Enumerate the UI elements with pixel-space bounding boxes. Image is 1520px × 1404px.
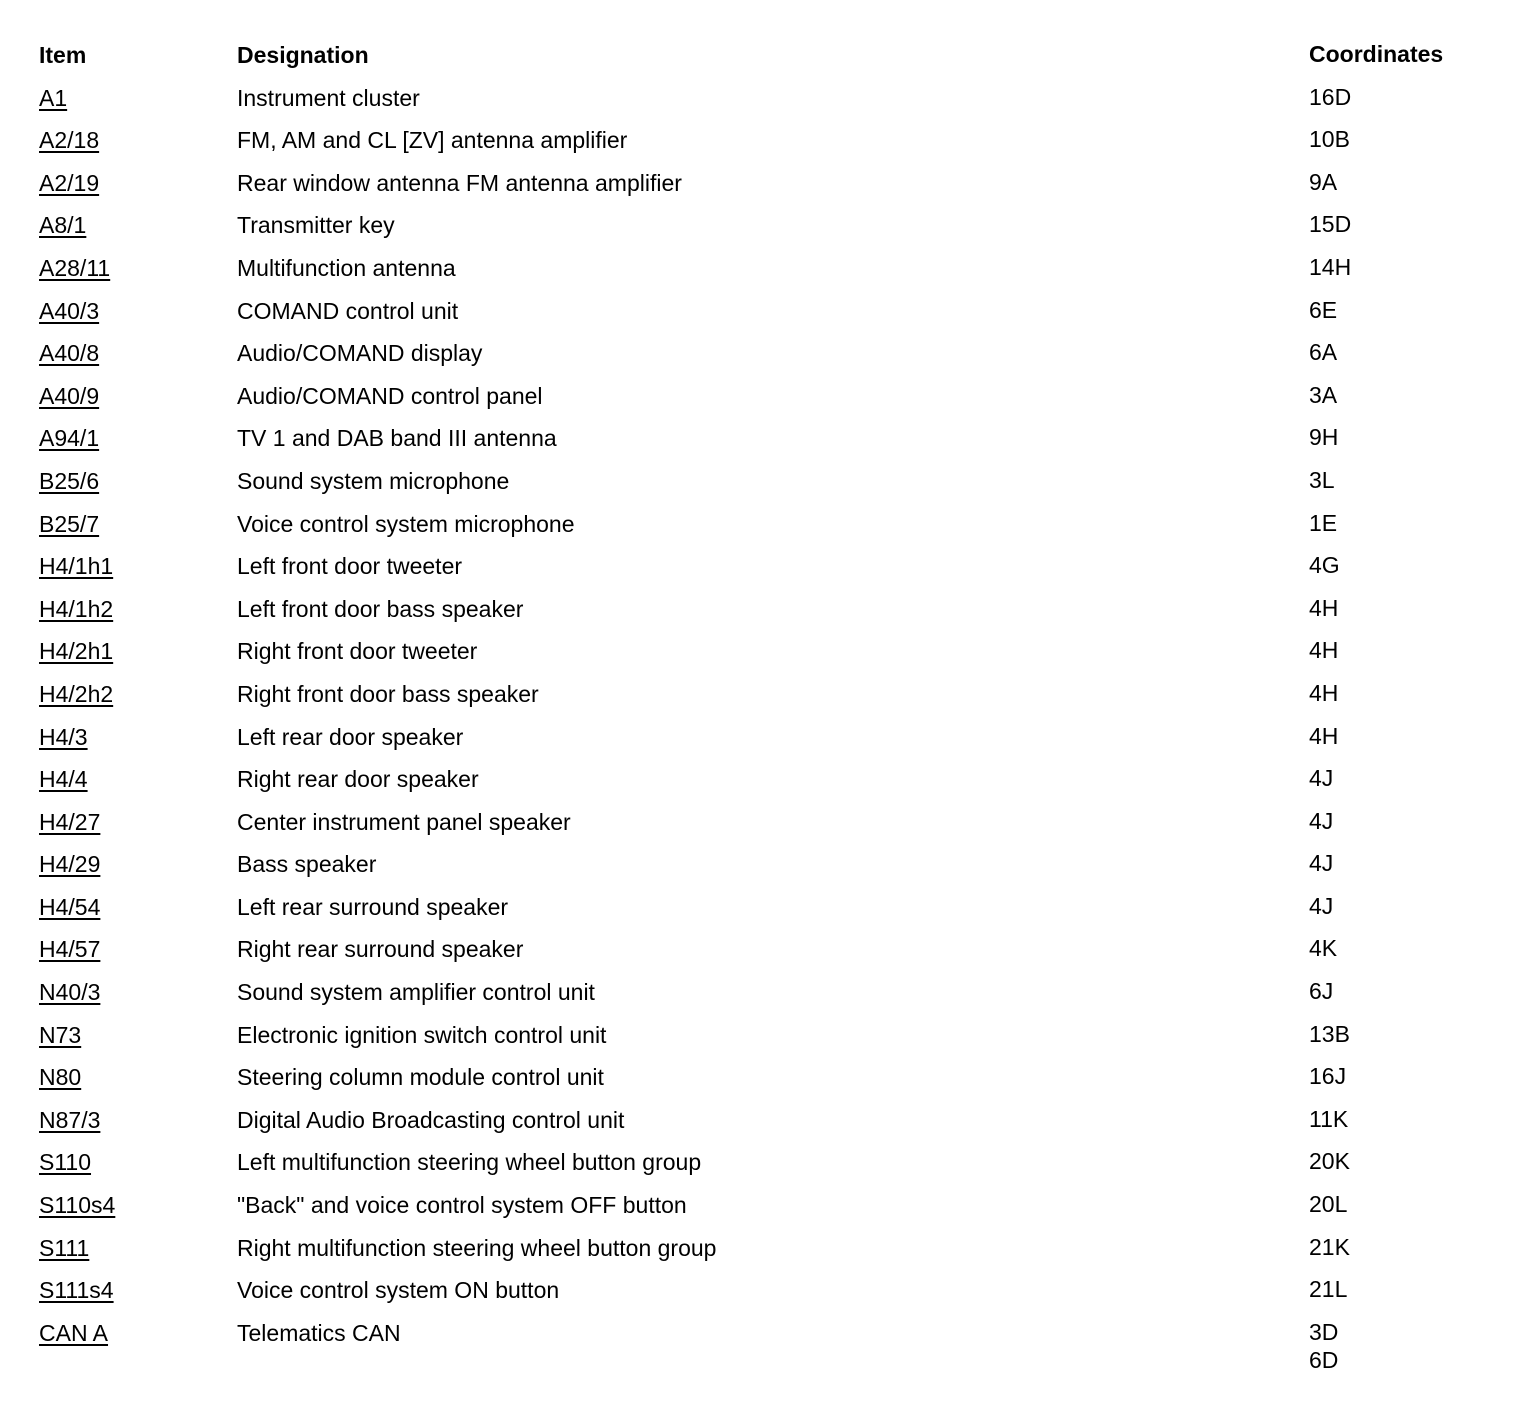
designation-cell: "Back" and voice control system OFF button <box>237 1192 687 1219</box>
item-link[interactable]: A40/8 <box>39 340 100 367</box>
item-cell <box>39 125 99 155</box>
designation-cell: Electronic ignition switch control unit <box>237 1021 607 1048</box>
designation-cell: Right rear surround speaker <box>237 936 524 963</box>
coordinates-cell: 6J <box>1309 978 1334 1005</box>
item-link[interactable]: A2/19 <box>39 169 100 196</box>
table-row <box>39 463 1499 506</box>
item-link[interactable]: S110s4 <box>39 1192 116 1219</box>
table-body <box>39 80 1499 1385</box>
designation-cell: Transmitter key <box>237 212 395 239</box>
designation-cell: Telematics CAN <box>237 1319 401 1346</box>
item-cell <box>39 1062 81 1092</box>
designation-cell: Audio/COMAND control panel <box>237 382 543 409</box>
coordinates-cell: 4K <box>1309 935 1338 962</box>
item-link[interactable]: S110 <box>39 1149 92 1176</box>
coordinates-cell: 20K <box>1309 1148 1350 1175</box>
table-row <box>39 378 1499 421</box>
header-item: Item <box>39 42 87 68</box>
coordinates-cell: 3A <box>1309 381 1338 408</box>
coordinates-cell: 4J <box>1309 807 1334 834</box>
coordinates-cell: 4J <box>1309 892 1334 919</box>
item-link[interactable]: H4/2h1 <box>39 638 114 665</box>
item-link[interactable]: A40/3 <box>39 297 100 324</box>
designation-cell: Left rear surround speaker <box>237 893 509 920</box>
item-link[interactable]: H4/29 <box>39 851 101 878</box>
table-row <box>39 676 1499 719</box>
table-row <box>39 548 1499 591</box>
designation-cell: Left front door tweeter <box>237 553 463 580</box>
table-row <box>39 1230 1499 1273</box>
item-link[interactable]: S111 <box>39 1234 90 1261</box>
table-header <box>39 37 1499 80</box>
item-link[interactable]: H4/1h1 <box>39 553 114 580</box>
item-cell <box>39 764 88 794</box>
item-link[interactable]: B25/7 <box>39 510 100 537</box>
table-row <box>39 804 1499 847</box>
coordinates-cell: 15D <box>1309 211 1352 238</box>
designation-cell: Voice control system microphone <box>237 510 575 537</box>
table-row <box>39 335 1499 378</box>
table-row <box>39 1187 1499 1230</box>
designation-cell: Sound system microphone <box>237 467 510 494</box>
item-cell <box>39 83 67 113</box>
designation-cell: Left multifunction steering wheel button group <box>237 1149 702 1176</box>
item-cell <box>39 679 113 709</box>
item-link[interactable]: N80 <box>39 1064 82 1091</box>
designation-cell: Digital Audio Broadcasting control unit <box>237 1106 625 1133</box>
coordinates-cell: 6E <box>1309 296 1338 323</box>
table-row <box>39 165 1499 208</box>
designation-cell: Multifunction antenna <box>237 254 456 281</box>
designation-cell: Instrument cluster <box>237 84 420 111</box>
table-row <box>39 591 1499 634</box>
item-link[interactable]: H4/54 <box>39 893 101 920</box>
coordinates-cell: 21L <box>1309 1276 1348 1303</box>
header-coordinates: Coordinates <box>1309 41 1444 67</box>
item-link[interactable]: A40/9 <box>39 382 100 409</box>
designation-cell: Voice control system ON button <box>237 1277 560 1304</box>
coordinates-cell: 16J <box>1309 1063 1347 1090</box>
coordinates-cell: 3L <box>1309 466 1335 493</box>
table-row <box>39 1059 1499 1102</box>
coordinates-cell: 6A <box>1309 339 1338 366</box>
coordinates-cell: 4J <box>1309 765 1334 792</box>
item-link[interactable]: A94/1 <box>39 425 100 452</box>
item-cell <box>39 210 86 240</box>
item-link[interactable]: B25/6 <box>39 467 100 494</box>
item-cell <box>39 1233 89 1263</box>
designation-cell: Right rear door speaker <box>237 766 479 793</box>
table-row <box>39 1315 1499 1385</box>
designation-cell: Right front door tweeter <box>237 638 478 665</box>
item-cell <box>39 1147 91 1177</box>
item-cell <box>39 1020 81 1050</box>
table-row <box>39 250 1499 293</box>
coordinates-cell: 9H <box>1309 424 1339 451</box>
item-cell <box>39 934 100 964</box>
item-link[interactable]: A2/18 <box>39 127 100 154</box>
coordinates-cell: 4G <box>1309 552 1340 579</box>
item-cell <box>39 892 100 922</box>
designation-cell: Audio/COMAND display <box>237 340 483 367</box>
coordinates-cell: 14H <box>1309 253 1352 280</box>
item-link[interactable]: H4/57 <box>39 936 101 963</box>
coordinates-cell: 20L <box>1309 1191 1348 1218</box>
coordinates-cell: 3D 6D <box>1309 1318 1339 1373</box>
item-cell <box>39 1275 114 1305</box>
item-cell <box>39 977 100 1007</box>
table-row <box>39 1017 1499 1060</box>
coordinates-cell: 4H <box>1309 722 1339 749</box>
designation-cell: FM, AM and CL [ZV] antenna amplifier <box>237 127 628 154</box>
coordinates-cell: 10B <box>1309 126 1350 153</box>
coordinates-cell: 11K <box>1309 1105 1349 1132</box>
item-link[interactable]: N87/3 <box>39 1106 101 1133</box>
item-link[interactable]: H4/1h2 <box>39 595 114 622</box>
item-link[interactable]: H4/3 <box>39 723 88 750</box>
designation-cell: Rear window antenna FM antenna amplifier <box>237 169 682 196</box>
item-cell <box>39 296 99 326</box>
designation-cell: Sound system amplifier control unit <box>237 979 595 1006</box>
item-cell <box>39 594 113 624</box>
coordinates-cell: 4J <box>1309 850 1334 877</box>
item-cell <box>39 423 99 453</box>
coordinates-cell: 4H <box>1309 594 1339 621</box>
table-row <box>39 293 1499 336</box>
item-cell <box>39 807 100 837</box>
item-cell <box>39 1190 115 1220</box>
item-link[interactable]: CAN A <box>39 1319 109 1346</box>
item-cell <box>39 636 113 666</box>
coordinates-cell: 13B <box>1309 1020 1350 1047</box>
item-link[interactable]: S111s4 <box>39 1277 114 1304</box>
table-row <box>39 889 1499 932</box>
table-row <box>39 420 1499 463</box>
designation-cell: Center instrument panel speaker <box>237 808 571 835</box>
table-row <box>39 846 1499 889</box>
item-cell <box>39 381 99 411</box>
item-cell <box>39 253 110 283</box>
item-link[interactable]: H4/27 <box>39 808 101 835</box>
item-link[interactable]: N73 <box>39 1021 82 1048</box>
designation-cell: Left rear door speaker <box>237 723 464 750</box>
item-cell <box>39 338 99 368</box>
item-link[interactable]: N40/3 <box>39 979 101 1006</box>
item-link[interactable]: H4/4 <box>39 766 88 793</box>
designation-cell: Right multifunction steering wheel button group <box>237 1234 717 1261</box>
item-cell <box>39 551 113 581</box>
table-row <box>39 80 1499 123</box>
designation-cell: TV 1 and DAB band III antenna <box>237 425 557 452</box>
designation-cell: Left front door bass speaker <box>237 595 524 622</box>
designation-cell: Bass speaker <box>237 851 377 878</box>
item-cell <box>39 168 99 198</box>
designation-cell: Right front door bass speaker <box>237 680 539 707</box>
item-cell <box>39 466 99 496</box>
item-cell <box>39 722 88 752</box>
table-row <box>39 122 1499 165</box>
table-row <box>39 207 1499 250</box>
table-row <box>39 1272 1499 1315</box>
coordinates-cell: 4H <box>1309 637 1339 664</box>
item-link[interactable]: A8/1 <box>39 212 87 239</box>
component-legend-table <box>39 37 1499 1385</box>
coordinates-cell: 9A <box>1309 168 1338 195</box>
table-row <box>39 719 1499 762</box>
table-row <box>39 931 1499 974</box>
coordinates-cell: 21K <box>1309 1233 1350 1260</box>
designation-cell: Steering column module control unit <box>237 1064 604 1091</box>
item-cell <box>39 1105 100 1135</box>
table-row <box>39 506 1499 549</box>
coordinates-cell: 1E <box>1309 509 1338 536</box>
header-designation: Designation <box>237 42 369 68</box>
table-row <box>39 761 1499 804</box>
item-cell <box>39 1318 108 1348</box>
table-row <box>39 633 1499 676</box>
item-link[interactable]: A1 <box>39 84 68 111</box>
item-cell <box>39 509 99 539</box>
designation-cell: COMAND control unit <box>237 297 459 324</box>
item-link[interactable]: A28/11 <box>39 254 111 281</box>
coordinates-cell: 16D <box>1309 83 1352 110</box>
table-row <box>39 974 1499 1017</box>
item-cell <box>39 849 100 879</box>
table-row <box>39 1102 1499 1145</box>
coordinates-cell: 4H <box>1309 679 1339 706</box>
table-row <box>39 1144 1499 1187</box>
item-link[interactable]: H4/2h2 <box>39 680 114 707</box>
